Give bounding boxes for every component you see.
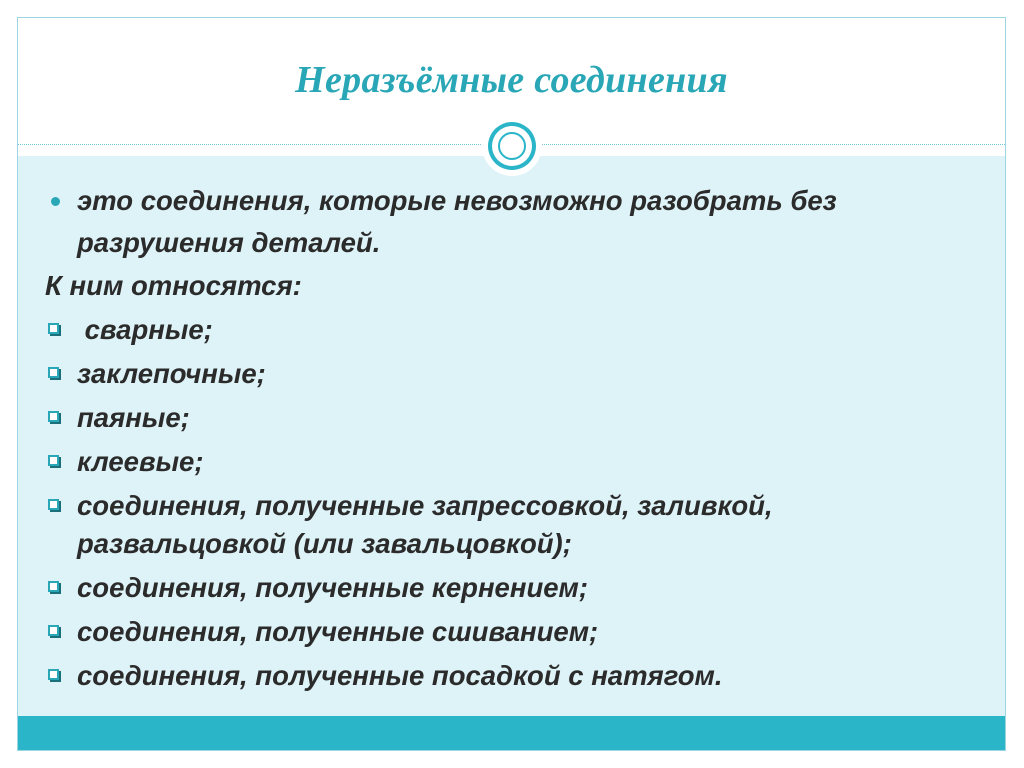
list-item-text: паяные; (77, 402, 190, 433)
slide-body (45, 180, 975, 698)
slide-title: Неразъёмные соединения (295, 59, 728, 101)
checkbox-bullet-icon (48, 625, 59, 636)
footer-bar (18, 716, 1005, 750)
checkbox-bullet-icon (48, 455, 59, 466)
list-item (45, 352, 975, 396)
definition-text: это соединения, которые невозможно разобрать без разрушения деталей. (77, 185, 837, 258)
list-item (45, 484, 975, 566)
checkbox-bullet-icon (48, 499, 59, 510)
checkbox-bullet-icon (48, 367, 59, 378)
list-item-text: соединения, полученные запрессовкой, заливкой, развальцовкой (или завальцовкой); (77, 490, 773, 559)
list-item (45, 610, 975, 654)
list-item (45, 566, 975, 610)
list-item-text: заклепочные; (77, 358, 266, 389)
checkbox-bullet-icon (48, 581, 59, 592)
list-item-text: соединения, полученные сшиванием; (77, 616, 599, 647)
circle-ornament-icon (482, 116, 542, 176)
list-item (45, 308, 975, 352)
list-item-text: сварные; (77, 314, 213, 345)
checkbox-bullet-icon (48, 669, 59, 680)
definition-item (45, 180, 975, 264)
intro-line: К ним относятся: (45, 270, 302, 301)
round-bullet-icon (51, 197, 60, 206)
checkbox-bullet-icon (48, 323, 59, 334)
list-item (45, 396, 975, 440)
list-item (45, 440, 975, 484)
list-item-text: клеевые; (77, 446, 204, 477)
list-item-text: соединения, полученные посадкой с натягом. (77, 660, 723, 691)
list-item-text: соединения, полученные кернением; (77, 572, 589, 603)
checkbox-bullet-icon (48, 411, 59, 422)
list-item (45, 654, 975, 698)
